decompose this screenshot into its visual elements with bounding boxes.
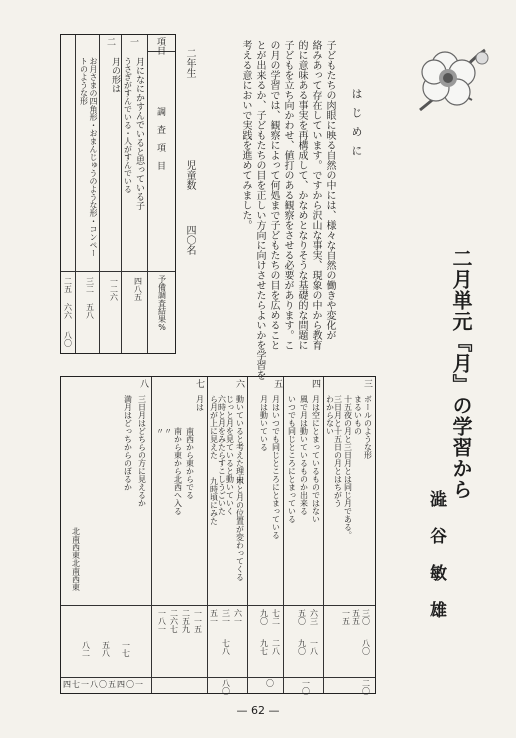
col-val: 九〇 <box>297 639 307 655</box>
col-line: 南西から東からでる <box>185 427 195 499</box>
col-line: 月は空にとまっているものではない <box>311 395 321 523</box>
article-author: 澁谷敏雄 <box>426 490 446 638</box>
count-label: 児童数 <box>184 160 195 190</box>
item-header: 項目 <box>155 37 165 55</box>
col-val: 六一 <box>233 609 243 625</box>
col-val: 北南西東北南西東 <box>71 527 81 591</box>
col-val: 二八 <box>271 639 281 655</box>
col-line: 〃 <box>163 427 173 435</box>
col-line: 三日月はどちらの方に見えるか <box>137 395 147 507</box>
stat-value: 六六 <box>63 303 73 319</box>
stat-value: 八〇 <box>63 331 73 347</box>
col-number: 七 <box>194 379 204 388</box>
col-val: 九七 <box>259 639 269 655</box>
intro-line: 的に意味ある事実を再構成して、かなめとなりそうな基礎的な問題に <box>296 40 307 350</box>
bottom-row-values: 四七一八〇五四〇一 <box>63 680 144 689</box>
intro-line: とが出来るか、子どもたちの目を正しい方向に向けさせたらよいかを学習を <box>254 40 265 380</box>
intro-line: 考える意においで実践を進めてみました。 <box>240 40 251 230</box>
stat-header: 予備調査結果% <box>157 275 167 332</box>
col-line: 六時と月をみたらすこしうごいた <box>217 395 227 515</box>
plum-blossom-icon <box>400 30 500 125</box>
col-line: 動いていると考えた理由 <box>235 395 245 483</box>
grade-label: 二年生 <box>184 48 195 78</box>
intro-line: 子どもたちの肉眼に映る自然の中には、様々な自然の働きや変化が <box>324 40 335 340</box>
col-number: 六 <box>234 379 244 388</box>
row-number: 一 <box>128 37 138 46</box>
page-number: — 62 — <box>236 704 280 717</box>
row-sub: うさぎがすんでいる・人がすんでいる <box>123 57 133 193</box>
col-val: 八〇 <box>361 639 371 655</box>
stat-value: 二五 <box>63 277 73 293</box>
col-line: じっと月を見ていると動いていく <box>225 395 235 515</box>
intro-line: の月の学習では、観察によって何処まで子どもたちの目を広めること <box>268 40 279 350</box>
count-value: 四〇名 <box>184 225 195 255</box>
col-val: 一〇 <box>301 679 311 695</box>
col-val: 七八 <box>221 639 231 655</box>
col-line: 十五夜の月と三日月とは同じ月である。 <box>343 395 353 539</box>
col-val: 六三 <box>309 609 319 625</box>
col-line: ら月が上に見えた <box>209 395 219 459</box>
col-line: 〃 <box>155 427 165 435</box>
col-line: まるいもの <box>353 395 363 435</box>
row-sub: お月さまの四角形・おまんじゅうのような形・コンペートのような形 <box>79 57 98 257</box>
col-val: 一五 <box>341 609 351 625</box>
row-vals: 一二六 <box>109 277 119 301</box>
col-val: 一八一 <box>157 609 167 633</box>
col-number: 五 <box>272 379 282 388</box>
col-line: 月はいつでも同じところにとまっている <box>271 395 281 539</box>
col-line: ボールのような形 <box>363 395 373 459</box>
intro-line: 子どもを立ち向かわせ、値打のある観察をさせる必要があります。こ <box>282 40 293 350</box>
col-number: 四 <box>310 379 320 388</box>
col-line: 南から東から北西へ入る <box>173 427 183 515</box>
col-number: 八 <box>138 379 148 388</box>
col-val: 八二 <box>81 641 91 657</box>
col-line: 風で月は動いているものか出来る <box>299 395 309 515</box>
col-line: いつでも同じところにとまっている <box>287 395 297 523</box>
col-line: 木と月の位置が変わってくる <box>235 477 245 581</box>
col-val: 二五九 <box>181 609 191 633</box>
col-line: 月は <box>195 395 205 411</box>
intro-line: 絡みあって存在しています。ですから沢山な事実、現象の中から教育 <box>310 40 321 350</box>
question-header: 調査項目 <box>155 107 165 179</box>
col-val: 二六七 <box>169 609 179 633</box>
stat-value: 三二 <box>85 277 95 293</box>
col-number: 三 <box>362 379 372 388</box>
col-val: 〇 <box>265 679 275 687</box>
col-val: 五〇 <box>297 609 307 625</box>
article-title: 二月単元『月』の学習から <box>449 248 473 500</box>
row-question: 月になにかすんでいると思っている子 <box>134 57 144 210</box>
col-line: 月は動いている <box>259 395 269 451</box>
stat-value: 五八 <box>85 303 95 319</box>
col-line: わからない <box>325 395 335 435</box>
col-line: 満月はどっちからのぼるか <box>123 395 133 491</box>
col-val: 七二 <box>271 609 281 625</box>
col-val: 三一 <box>221 609 231 625</box>
intro-text <box>196 40 336 380</box>
col-val: 五八 <box>101 641 111 657</box>
col-val: 五一 <box>209 609 219 625</box>
row-vals: 四八五 <box>133 277 143 301</box>
col-val: 一八 <box>309 639 319 655</box>
survey-table-bottom <box>60 376 376 694</box>
col-val: 五五 <box>351 609 361 625</box>
survey-table-top <box>60 34 176 354</box>
col-val: 一一五 <box>193 609 203 633</box>
col-val: 一七 <box>121 641 131 657</box>
col-line: 九時頃にみた <box>209 477 219 525</box>
col-val: 九〇 <box>259 609 269 625</box>
col-line: 三日月と十五日の月とはちがう <box>333 395 343 507</box>
intro-heading: はじめに <box>350 88 363 164</box>
col-val: 三〇 <box>361 609 371 625</box>
col-val: 二〇 <box>361 679 371 695</box>
col-val: 八〇 <box>221 679 231 695</box>
row-question: 月の形は <box>110 57 120 93</box>
row-number: 二 <box>105 37 115 46</box>
